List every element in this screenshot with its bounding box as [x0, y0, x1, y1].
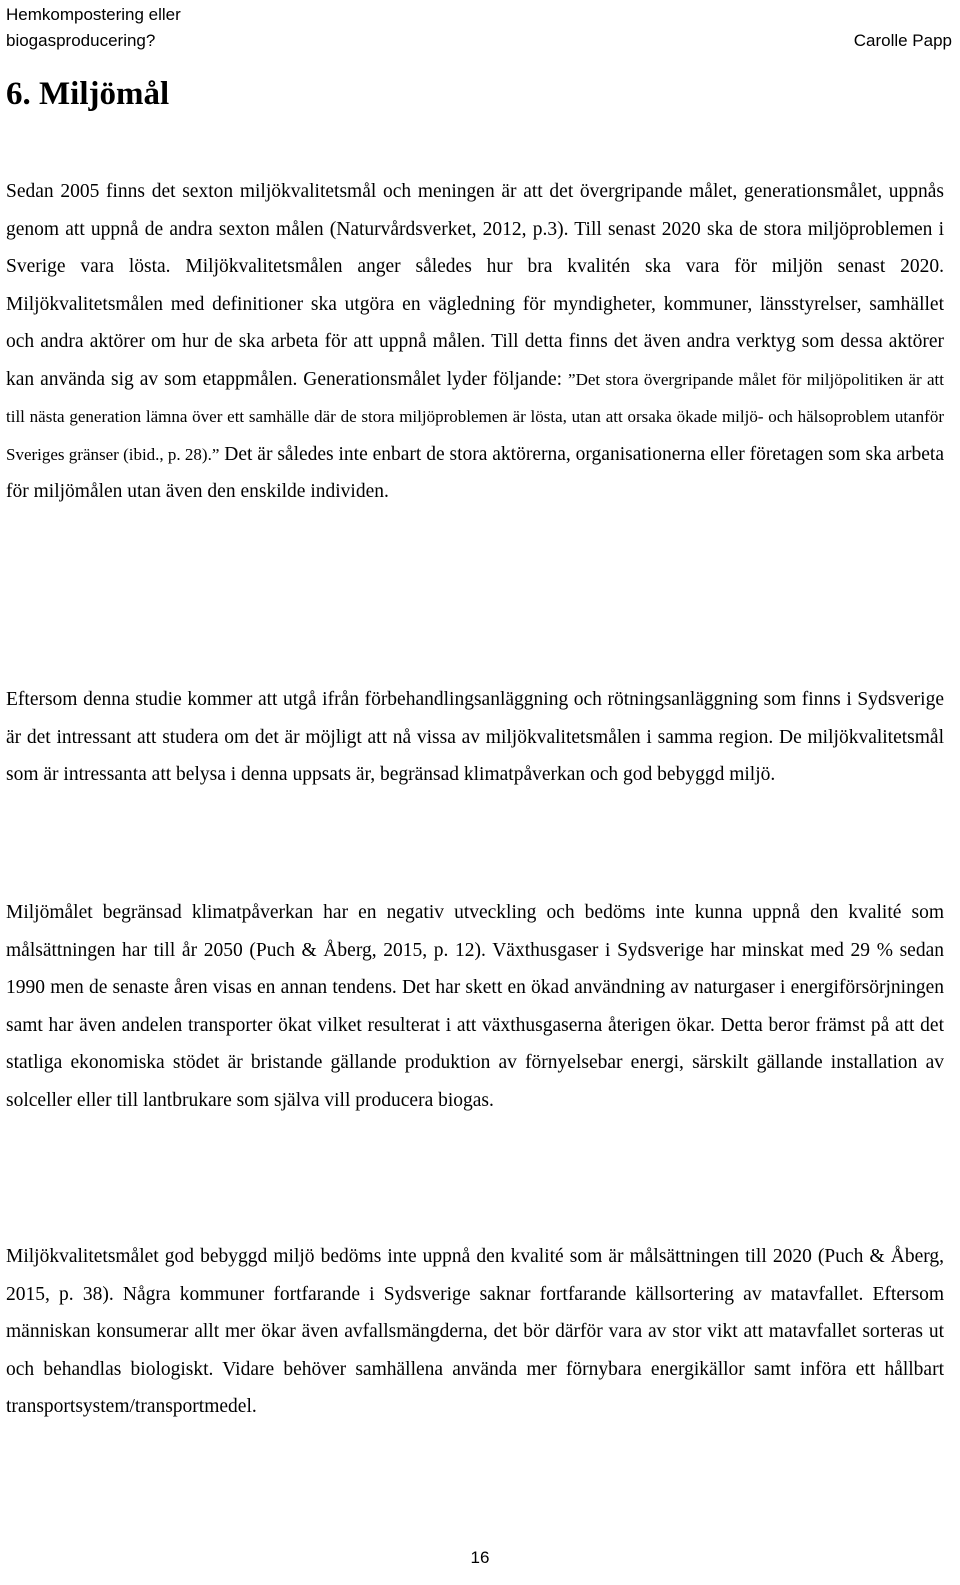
- section-heading: 6. Miljömål: [6, 76, 170, 112]
- paragraph-1-text: Sedan 2005 finns det sexton miljökvalitetsmål och meningen är att det övergripande målet, generationsmålet, uppnås genom att uppnå de andra sexton målen (Naturvårdsverket, 2012, p.3). Till senast 2020 ska de stora miljöproblemen i Sverige vara lösta. Miljökvalitetsmålen anger således hur bra kvalitén ska vara för miljön senast 2020. Miljökvalitetsmålen med definitioner ska utgöra en vägledning för myndigheter, kommuner, länsstyrelser, samhället och andra aktörer om hur de ska arbeta för att uppnå målen. Till detta finns det även andra verktyg som dessa aktörer kan använda sig av som etappmålen. Generationsmålet lyder följande:: [6, 181, 944, 390]
- paragraph-4: Miljökvalitetsmålet god bebyggd miljö bedöms inte uppnå den kvalité som är målsättningen till 2020 (Puch & Åberg, 2015, p. 38). Några kommuner fortfarande i Sydsverige saknar fortfarande källsortering av matavfallet. Eftersom människan konsumerar allt mer ökar även avfallsmängderna, det bör därför vara av stor vikt att matavfallet sorteras ut och behandlas biologiskt. Vidare behöver samhällena använda mer förnybara energikällor samt införa ett hållbart transportsystem/transportmedel.: [6, 1246, 944, 1417]
- paragraph-1-continuation: Det är således inte enbart de stora aktörerna, organisationerna eller företagen som ska arbeta för miljömålen utan även den enskilde individen.: [6, 443, 945, 502]
- paragraph-2: Eftersom denna studie kommer att utgå ifrån förbehandlingsanläggning och rötningsanläggning som finns i Sydsverige är det intressant att studera om det är möjligt att nå vissa av miljökvalitetsmålen i samma region. De miljökvalitetsmål som är intressanta att belysa i denna uppsats är, begränsad klimatpåverkan och god bebyggd miljö.: [6, 689, 944, 785]
- running-header-author: Carolle Papp: [853, 31, 952, 50]
- running-header-title: Hemkompostering eller biogasproducering?: [6, 5, 181, 50]
- paragraph-1: [6, 173, 944, 511]
- generation-goal-quote: ”Det stora övergripande målet för miljöpolitiken är att till nästa generation lämna över ett samhälle där de stora miljöproblemen är lösta, utan att orsaka ökade miljö- och hälsoproblem utanför Sveriges gränser (ibid., p. 28).”: [6, 369, 944, 464]
- page-number: 16: [470, 1548, 490, 1567]
- paragraph-3: Miljömålet begränsad klimatpåverkan har en negativ utveckling och bedöms inte kunna uppnå den kvalité som målsättningen har till år 2050 (Puch & Åberg, 2015, p. 12). Växthusgaser i Sydsverige har minskat med 29 % sedan 1990 men de senaste åren visas en annan tendens. Det har skett en ökad användning av naturgaser i energiförsörjningen samt har även andelen transporter ökat vilket resulterat i att växthusgaserna återigen ökar. Detta beror främst på att det statliga ekonomiska stödet är bristande gällande produktion av förnyelsebar energi, särskilt gällande installation av solceller eller till lantbrukare som själva vill producera biogas.: [6, 902, 944, 1111]
